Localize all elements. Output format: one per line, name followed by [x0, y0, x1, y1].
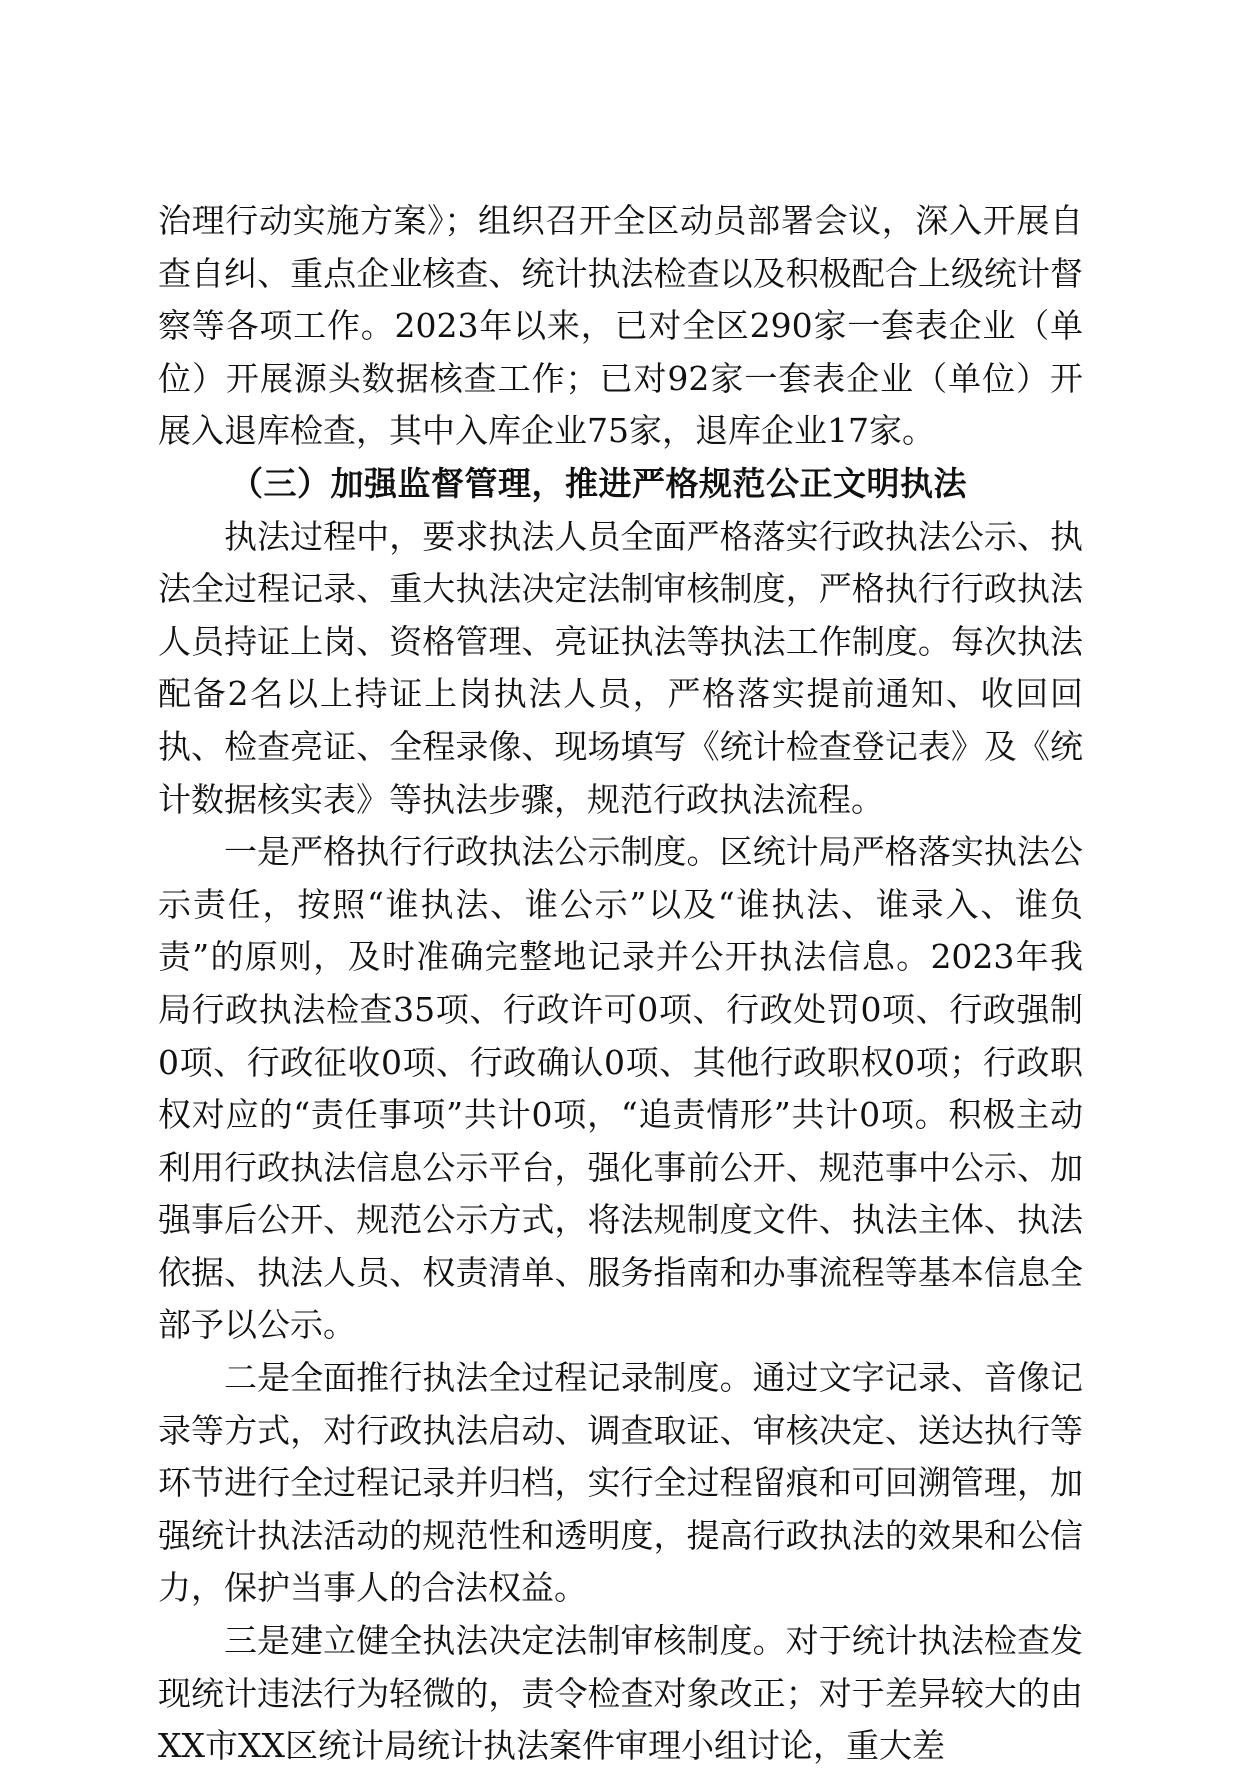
paragraph-publicity-system: 一是严格执行行政执法公示制度。区统计局严格落实执法公示责任，按照“谁执法、谁公示”以及“谁执法、谁录入、谁负责”的原则，及时准确完整地记录并公开执法信息。2023年我局行政执法检查35项、行政许可0项、行政处罚0项、行政强制0项、行政征收0项、行政确认0项、其他行政职权0项；行政职权对应的“责任事项”共计0项，“追责情形”共计0项。积极主动利用行政执法信息公示平台，强化事前公开、规范事中公示、加强事后公开、规范公示方式，将法规制度文件、执法主体、执法依据、执法人员、权责清单、服务指南和办事流程等基本信息全部予以公示。: [158, 832, 1083, 1345]
paragraph-full-process-record: 二是全面推行执法全过程记录制度。通过文字记录、音像记录等方式，对行政执法启动、调查取证、审核决定、送达执行等环节进行全过程记录并归档，实行全过程留痕和可回溯管理，加强统计执法活动的规范性和透明度，提高行政执法的效果和公信力，保护当事人的合法权益。: [158, 1358, 1083, 1608]
section-heading: （三）加强监督管理，推进严格规范公正文明执法: [230, 463, 967, 503]
paragraph-enforcement-process: 执法过程中，要求执法人员全面严格落实行政执法公示、执法全过程记录、重大执法决定法制审核制度，严格执行行政执法人员持证上岗、资格管理、亮证执法等执法工作制度。每次执法配备2名以上持证上岗执法人员，严格落实提前通知、收回回执、检查亮证、全程录像、现场填写《统计检查登记表》及《统计数据核实表》等执法步骤，规范行政执法流程。: [158, 516, 1083, 819]
document-body: [158, 195, 1083, 1773]
paragraph-continuation: 治理行动实施方案》；组织召开全区动员部署会议，深入开展自查自纠、重点企业核查、统计执法检查以及积极配合上级统计督察等各项工作。2023年以来，已对全区290家一套表企业（单位）开展源头数据核查工作；已对92家一套表企业（单位）开展入退库检查，其中入库企业75家，退库企业17家。: [158, 201, 1083, 451]
paragraph-legal-review: 三是建立健全执法决定法制审核制度。对于统计执法检查发现统计违法行为轻微的，责令检查对象改正；对于差异较大的由XX市XX区统计局统计执法案件审理小组讨论，重大差: [158, 1621, 1083, 1766]
